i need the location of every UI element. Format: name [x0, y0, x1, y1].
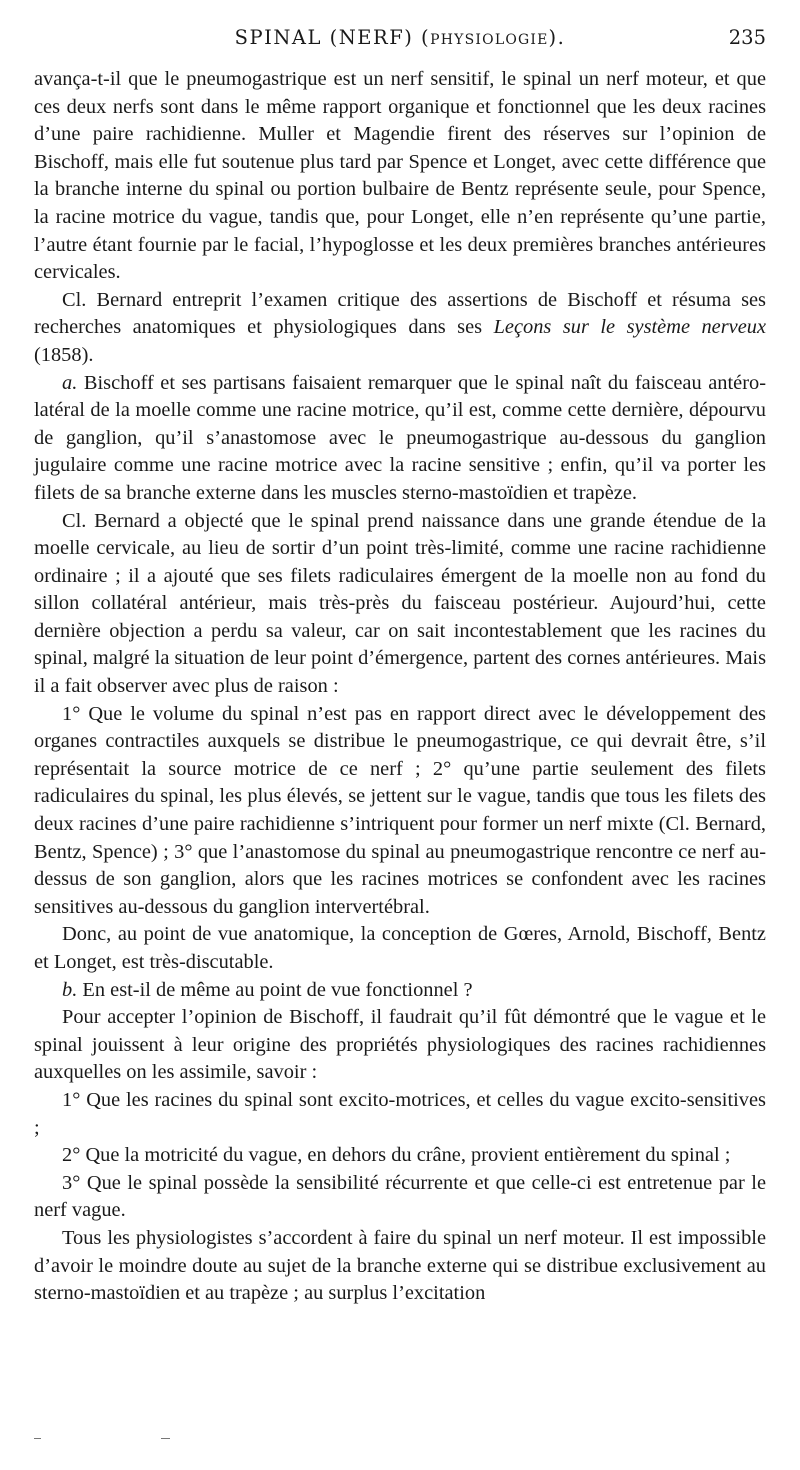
text-run: (1858).: [34, 343, 94, 366]
text-run: 1° Que les racines du spinal sont excito-motrices, et celles du vague excito-sensitives ;: [34, 1088, 766, 1139]
body-text: [34, 66, 766, 1308]
text-run: Cl. Bernard a objecté que le spinal prend naissance dans une grande étendue de la moelle cervicale, au lieu de sortir d’un point très-limité, comme une racine rachidienne ordinaire ; il a ajouté que ses filets radiculaires émergent de la moelle non au fond du sillon collatéral antérieur, mais très-près du faisceau postérieur. Aujourd’hui, cette dernière objection a perdu sa valeur, car on sait incontestablement que les racines du spinal, malgré la situation de leur point d’émergence, partent des cornes antérieures. Mais il a fait observer avec plus de raison :: [34, 509, 766, 698]
page-header: [34, 26, 766, 56]
paragraph: [34, 1087, 766, 1142]
text-run: Donc, au point de vue anatomique, la conception de Gœres, Arnold, Bischoff, Bentz et Longet, est très-discutable.: [34, 923, 766, 973]
page-number: 235: [728, 26, 766, 49]
paragraph: [34, 370, 766, 508]
running-head-small-caps: PHYSIOLOGIE: [430, 32, 549, 48]
text-run: Cl. Bernard entreprit l’examen critique des assertions de Bischoff et résuma ses recherches anatomiques et physiologiques dans ses: [34, 288, 766, 339]
running-head-main: SPINAL (NERF) (: [234, 26, 431, 49]
text-run: Tous les physiologistes s’accordent à faire du spinal un nerf moteur. Il est impossible d’avoir le moindre doute au sujet de la branche externe qui se distribue exclusivement au sterno-mastoïdien et au trapèze ; au surplus l’excitation: [34, 1226, 766, 1305]
text-run: En est-il de même au point de vue fonctionnel ?: [77, 978, 473, 1001]
text-run: avança-t-il que le pneumogastrique est un nerf sensitif, le spinal un nerf moteur, et que ces deux nerfs sont dans le même rapport organique et fonctionnel que les deux racines d’une paire rachidienne. Muller et Magendie firent des réserves sur l’opinion de Bischoff, mais elle fut soutenue plus tard par Spence et Longet, avec cette différence que la branche interne du spinal ou portion bulbaire de Bentz représente seule, pour Spence, la racine motrice du vague, tandis que, pour Longet, elle n’en représente qu’une partie, l’autre étant fournie par le facial, l’hypoglosse et les deux premières branches antérieures cervicales.: [34, 68, 766, 284]
paragraph: [34, 1225, 766, 1308]
text-run: 2° Que la motricité du vague, en dehors du crâne, provient entièrement du spinal ;: [62, 1144, 731, 1167]
footer-marks: [34, 1438, 234, 1446]
paragraph: [34, 921, 766, 976]
text-run: Bischoff et ses partisans faisaient remarquer que le spinal naît du faisceau antéro-latéral de la moelle comme une racine motrice, qu’il est, comme cette dernière, dépourvu de ganglion, qu’il s’anastomose avec le pneumogastrique au-dessous du ganglion jugulaire comme une racine motrice avec la racine sensitive ; enfin, qu’il va porter les filets de sa branche externe dans les muscles sterno-mastoïdien et trapèze.: [34, 371, 766, 504]
text-run: Pour accepter l’opinion de Bischoff, il faudrait qu’il fût démontré que le vague et le spinal jouissent à leur origine des propriétés physiologiques des racines rachidiennes auxquelles on les assimile, savoir :: [34, 1006, 766, 1084]
paragraph: [34, 1170, 766, 1225]
paragraph: [34, 287, 766, 370]
paragraph: [34, 1004, 766, 1087]
paragraph: [34, 977, 766, 1005]
paragraph: [34, 66, 766, 287]
italic-text: a.: [62, 371, 78, 394]
paragraph: [34, 1142, 766, 1170]
italic-text: b.: [62, 978, 78, 1001]
text-run: 3° Que le spinal possède la sensibilité récurrente et que celle-ci est entretenue par le nerf vague.: [34, 1171, 766, 1222]
running-head: [34, 26, 766, 49]
text-run: 1° Que le volume du spinal n’est pas en rapport direct avec le développement des organes contractiles auxquels se distribue le pneumogastrique, ce qui devrait être, s’il représentait la source motrice de ce nerf ; 2° qu’une partie seulement des filets radiculaires du spinal, les plus élevés, se jettent sur le vague, tandis que tous les filets des deux racines d’une paire rachidienne s’intriquent pour former un nerf mixte (Cl. Bernard, Bentz, Spence) ; 3° que l’anastomose du spinal au pneumogastrique rencontre ce nerf au-dessus de son ganglion, alors que les racines motrices se confondent avec les racines sensitives au-dessous du ganglion intervertébral.: [34, 702, 766, 918]
running-head-close: ).: [548, 26, 566, 49]
paragraph: [34, 701, 766, 922]
footer-mark-left: [34, 1438, 41, 1439]
italic-text: Leçons sur le système nerveux: [493, 316, 766, 339]
footer-mark-right: [161, 1438, 170, 1439]
paragraph: [34, 508, 766, 701]
